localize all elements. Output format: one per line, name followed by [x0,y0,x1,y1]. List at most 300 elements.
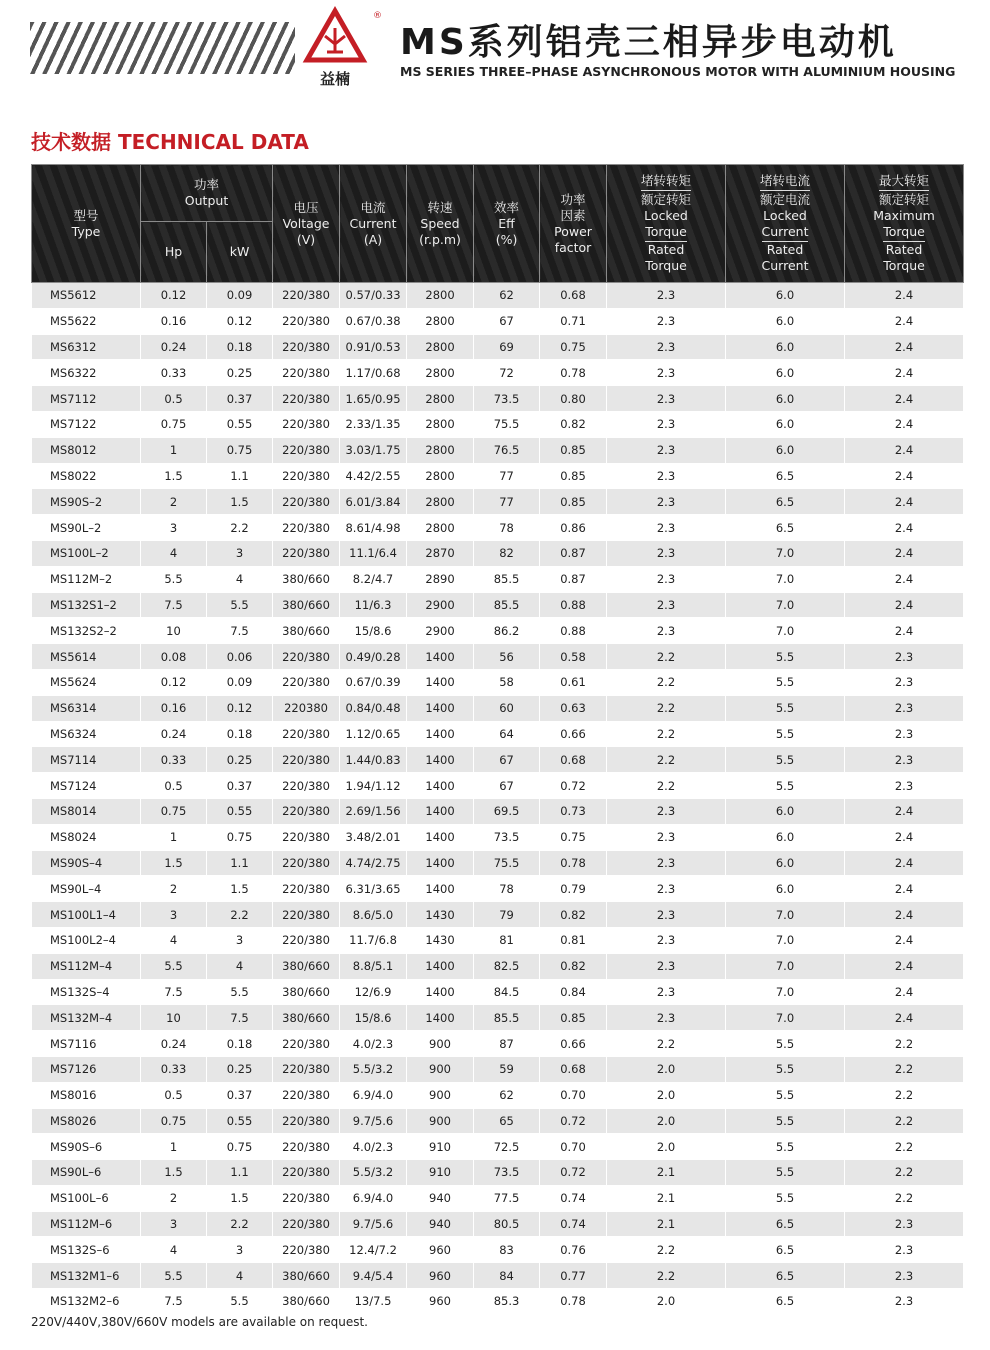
cell-voltage: 220/380 [273,721,340,747]
table-row [32,669,964,695]
cell-voltage: 220/380 [273,540,340,566]
header-current: 电流 Current (A) [340,165,407,283]
cell-current: 5.5/3.2 [340,1056,407,1082]
cell-hp: 0.33 [141,1056,207,1082]
cell-kw: 0.55 [207,798,273,824]
cell-eff: 80.5 [474,1211,540,1237]
cell-power-factor: 0.74 [540,1211,607,1237]
cell-type: MS100L1–4 [32,902,141,928]
cell-max-torque: 2.4 [845,489,964,515]
cell-voltage: 220/380 [273,283,340,309]
cell-speed: 2800 [407,360,474,386]
cell-eff: 85.5 [474,1005,540,1031]
table-row [32,1108,964,1134]
header-power-factor: 功率 因素 Power factor [540,165,607,283]
cell-current: 0.49/0.28 [340,644,407,670]
cell-kw: 1.5 [207,876,273,902]
cell-speed: 1400 [407,824,474,850]
header-speed: 转速 Speed (r.p.m) [407,165,474,283]
cell-kw: 3 [207,1237,273,1263]
cell-speed: 2900 [407,592,474,618]
footnote: 220V/440V,380V/660V models are available on request. [31,1315,368,1329]
cell-type: MS7126 [32,1056,141,1082]
cell-locked-current: 6.0 [726,850,845,876]
table-row [32,360,964,386]
table-row [32,437,964,463]
cell-type: MS8022 [32,463,141,489]
table-row [32,953,964,979]
cell-eff: 77.5 [474,1185,540,1211]
cell-locked-torque: 2.3 [607,489,726,515]
cell-locked-current: 5.5 [726,1134,845,1160]
cell-type: MS7116 [32,1031,141,1057]
cell-max-torque: 2.4 [845,334,964,360]
cell-eff: 85.5 [474,592,540,618]
table-row [32,283,964,309]
cell-max-torque: 2.4 [845,592,964,618]
cell-max-torque: 2.3 [845,644,964,670]
cell-power-factor: 0.71 [540,308,607,334]
cell-current: 15/8.6 [340,1005,407,1031]
cell-locked-torque: 2.3 [607,540,726,566]
cell-locked-current: 7.0 [726,592,845,618]
cell-locked-current: 5.5 [726,644,845,670]
cell-max-torque: 2.4 [845,437,964,463]
cell-voltage: 220/380 [273,669,340,695]
cell-eff: 56 [474,644,540,670]
cell-locked-torque: 2.2 [607,1237,726,1263]
cell-eff: 65 [474,1108,540,1134]
cell-voltage: 220/380 [273,824,340,850]
cell-power-factor: 0.72 [540,1108,607,1134]
cell-kw: 4 [207,953,273,979]
cell-kw: 5.5 [207,592,273,618]
table-row [32,540,964,566]
cell-locked-torque: 2.3 [607,283,726,309]
cell-speed: 940 [407,1185,474,1211]
header-voltage: 电压 Voltage (V) [273,165,340,283]
cell-speed: 2800 [407,386,474,412]
cell-locked-torque: 2.3 [607,592,726,618]
cell-kw: 0.18 [207,1031,273,1057]
cell-speed: 2800 [407,489,474,515]
registered-mark: ® [373,11,382,21]
cell-kw: 0.25 [207,747,273,773]
cell-current: 9.7/5.6 [340,1211,407,1237]
cell-locked-torque: 2.3 [607,824,726,850]
cell-eff: 62 [474,283,540,309]
table-row [32,386,964,412]
cell-max-torque: 2.2 [845,1056,964,1082]
cell-kw: 1.5 [207,1185,273,1211]
diagonal-stripes-decoration [30,22,295,74]
cell-voltage: 220/380 [273,644,340,670]
cell-type: MS7122 [32,411,141,437]
brand-name: 益楠 [319,70,351,88]
cell-kw: 3 [207,540,273,566]
cell-eff: 78 [474,515,540,541]
header-kw: kW [207,222,273,283]
cell-type: MS132M1–6 [32,1263,141,1289]
cell-type: MS90S–2 [32,489,141,515]
cell-locked-current: 7.0 [726,1005,845,1031]
cell-speed: 1430 [407,927,474,953]
cell-eff: 82.5 [474,953,540,979]
cell-hp: 1.5 [141,463,207,489]
cell-max-torque: 2.3 [845,1289,964,1315]
cell-locked-torque: 2.3 [607,953,726,979]
cell-power-factor: 0.87 [540,540,607,566]
cell-power-factor: 0.80 [540,386,607,412]
cell-eff: 86.2 [474,618,540,644]
cell-speed: 1400 [407,953,474,979]
cell-voltage: 220/380 [273,308,340,334]
cell-power-factor: 0.85 [540,463,607,489]
cell-power-factor: 0.73 [540,798,607,824]
table-row [32,1056,964,1082]
table-row [32,411,964,437]
cell-voltage: 380/660 [273,618,340,644]
cell-eff: 67 [474,747,540,773]
cell-eff: 64 [474,721,540,747]
cell-locked-torque: 2.3 [607,308,726,334]
cell-speed: 2800 [407,437,474,463]
table-row [32,876,964,902]
cell-locked-current: 6.0 [726,798,845,824]
cell-voltage: 220/380 [273,437,340,463]
cell-power-factor: 0.85 [540,1005,607,1031]
cell-current: 1.94/1.12 [340,773,407,799]
cell-hp: 3 [141,902,207,928]
cell-type: MS6314 [32,695,141,721]
cell-locked-torque: 2.2 [607,669,726,695]
cell-type: MS132S1–2 [32,592,141,618]
cell-eff: 79 [474,902,540,928]
cell-speed: 960 [407,1263,474,1289]
cell-power-factor: 0.75 [540,334,607,360]
cell-power-factor: 0.82 [540,411,607,437]
table-row [32,1005,964,1031]
cell-eff: 67 [474,773,540,799]
cell-hp: 3 [141,1211,207,1237]
table-row [32,1031,964,1057]
cell-voltage: 380/660 [273,953,340,979]
cell-power-factor: 0.63 [540,695,607,721]
cell-locked-torque: 2.0 [607,1134,726,1160]
table-row [32,979,964,1005]
table-row [32,644,964,670]
cell-locked-current: 5.5 [726,695,845,721]
cell-locked-current: 7.0 [726,953,845,979]
cell-voltage: 220/380 [273,515,340,541]
cell-type: MS100L2–4 [32,927,141,953]
cell-locked-current: 6.5 [726,515,845,541]
cell-locked-torque: 2.3 [607,850,726,876]
cell-current: 11.7/6.8 [340,927,407,953]
cell-max-torque: 2.2 [845,1160,964,1186]
cell-kw: 0.25 [207,360,273,386]
cell-eff: 77 [474,489,540,515]
cell-locked-current: 6.0 [726,437,845,463]
cell-hp: 2 [141,1185,207,1211]
table-row [32,850,964,876]
cell-current: 1.44/0.83 [340,747,407,773]
cell-current: 3.03/1.75 [340,437,407,463]
cell-eff: 85.5 [474,566,540,592]
cell-power-factor: 0.78 [540,850,607,876]
cell-speed: 1400 [407,1005,474,1031]
cell-locked-current: 5.5 [726,773,845,799]
cell-hp: 0.24 [141,334,207,360]
cell-current: 8.61/4.98 [340,515,407,541]
cell-type: MS7112 [32,386,141,412]
cell-max-torque: 2.3 [845,1211,964,1237]
cell-locked-torque: 2.3 [607,463,726,489]
cell-current: 0.84/0.48 [340,695,407,721]
cell-locked-current: 5.5 [726,747,845,773]
cell-current: 6.9/4.0 [340,1082,407,1108]
cell-type: MS90S–6 [32,1134,141,1160]
cell-power-factor: 0.68 [540,747,607,773]
cell-type: MS5612 [32,283,141,309]
cell-speed: 900 [407,1031,474,1057]
cell-current: 0.91/0.53 [340,334,407,360]
cell-kw: 1.1 [207,1160,273,1186]
cell-hp: 4 [141,1237,207,1263]
cell-locked-torque: 2.3 [607,902,726,928]
cell-power-factor: 0.77 [540,1263,607,1289]
cell-locked-torque: 2.1 [607,1185,726,1211]
cell-max-torque: 2.4 [845,1005,964,1031]
header-locked-current-ratio: $\frac{\text{堵转电流}}{\text{额定电流}}$ Locked Current Rated Current [726,165,845,283]
cell-power-factor: 0.85 [540,489,607,515]
cell-locked-torque: 2.3 [607,360,726,386]
cell-type: MS132S–6 [32,1237,141,1263]
cell-max-torque: 2.2 [845,1082,964,1108]
cell-current: 4.0/2.3 [340,1031,407,1057]
cell-eff: 73.5 [474,824,540,850]
cell-current: 11.1/6.4 [340,540,407,566]
cell-hp: 0.33 [141,747,207,773]
cell-kw: 2.2 [207,1211,273,1237]
cell-power-factor: 0.82 [540,902,607,928]
cell-current: 4.0/2.3 [340,1134,407,1160]
cell-kw: 0.55 [207,1108,273,1134]
cell-max-torque: 2.4 [845,308,964,334]
cell-locked-torque: 2.3 [607,1005,726,1031]
cell-type: MS100L–2 [32,540,141,566]
cell-locked-current: 6.5 [726,1211,845,1237]
table-row [32,308,964,334]
cell-speed: 2800 [407,463,474,489]
cell-current: 5.5/3.2 [340,1160,407,1186]
cell-speed: 960 [407,1237,474,1263]
cell-kw: 1.1 [207,850,273,876]
section-title: 技术数据 TECHNICAL DATA [31,130,309,154]
cell-speed: 1400 [407,747,474,773]
table-body [32,283,964,1315]
cell-locked-current: 5.5 [726,1031,845,1057]
cell-max-torque: 2.4 [845,902,964,928]
cell-type: MS90L–2 [32,515,141,541]
cell-type: MS90L–4 [32,876,141,902]
cell-locked-current: 5.5 [726,1108,845,1134]
cell-kw: 0.18 [207,334,273,360]
cell-hp: 0.33 [141,360,207,386]
cell-hp: 0.5 [141,1082,207,1108]
cell-current: 2.69/1.56 [340,798,407,824]
cell-locked-torque: 2.3 [607,618,726,644]
cell-eff: 67 [474,308,540,334]
cell-power-factor: 0.75 [540,824,607,850]
cell-locked-current: 7.0 [726,979,845,1005]
cell-eff: 75.5 [474,850,540,876]
cell-kw: 0.55 [207,411,273,437]
table-row [32,1237,964,1263]
cell-current: 8.6/5.0 [340,902,407,928]
cell-speed: 1400 [407,669,474,695]
table-row [32,747,964,773]
table-row [32,824,964,850]
cell-kw: 1.5 [207,489,273,515]
cell-eff: 59 [474,1056,540,1082]
cell-max-torque: 2.2 [845,1108,964,1134]
cell-voltage: 220/380 [273,1056,340,1082]
cell-kw: 5.5 [207,1289,273,1315]
cell-max-torque: 2.4 [845,953,964,979]
cell-locked-torque: 2.3 [607,437,726,463]
cell-locked-current: 7.0 [726,902,845,928]
cell-locked-torque: 2.0 [607,1108,726,1134]
cell-power-factor: 0.72 [540,773,607,799]
cell-locked-current: 6.0 [726,334,845,360]
cell-locked-torque: 2.3 [607,411,726,437]
cell-power-factor: 0.76 [540,1237,607,1263]
cell-power-factor: 0.78 [540,1289,607,1315]
table-row [32,1160,964,1186]
cell-max-torque: 2.4 [845,850,964,876]
cell-locked-torque: 2.2 [607,1031,726,1057]
cell-voltage: 220/380 [273,360,340,386]
cell-hp: 2 [141,876,207,902]
cell-hp: 0.24 [141,721,207,747]
table-row [32,334,964,360]
cell-current: 1.12/0.65 [340,721,407,747]
cell-locked-current: 6.5 [726,1289,845,1315]
cell-hp: 0.5 [141,386,207,412]
cell-power-factor: 0.70 [540,1082,607,1108]
cell-type: MS6322 [32,360,141,386]
cell-locked-current: 6.5 [726,489,845,515]
technical-data-table [31,164,964,1315]
cell-kw: 0.37 [207,386,273,412]
cell-voltage: 220/380 [273,489,340,515]
cell-eff: 72 [474,360,540,386]
table-row [32,773,964,799]
cell-voltage: 220/380 [273,1082,340,1108]
cell-max-torque: 2.3 [845,1237,964,1263]
cell-hp: 1 [141,437,207,463]
cell-power-factor: 0.87 [540,566,607,592]
cell-max-torque: 2.4 [845,540,964,566]
cell-locked-current: 6.0 [726,876,845,902]
cell-power-factor: 0.79 [540,876,607,902]
cell-power-factor: 0.78 [540,360,607,386]
cell-kw: 0.12 [207,695,273,721]
cell-hp: 0.5 [141,773,207,799]
cell-voltage: 380/660 [273,1005,340,1031]
cell-voltage: 220/380 [273,386,340,412]
cell-locked-current: 6.0 [726,824,845,850]
cell-eff: 78 [474,876,540,902]
cell-max-torque: 2.2 [845,1134,964,1160]
cell-kw: 0.18 [207,721,273,747]
cell-type: MS112M–4 [32,953,141,979]
cell-power-factor: 0.88 [540,592,607,618]
cell-eff: 87 [474,1031,540,1057]
cell-locked-torque: 2.2 [607,721,726,747]
cell-hp: 1.5 [141,850,207,876]
cell-speed: 1400 [407,850,474,876]
cell-voltage: 220/380 [273,1160,340,1186]
cell-speed: 2900 [407,618,474,644]
cell-hp: 10 [141,1005,207,1031]
cell-type: MS90S–4 [32,850,141,876]
cell-hp: 1 [141,1134,207,1160]
header-hp: Hp [141,222,207,283]
cell-hp: 0.12 [141,283,207,309]
cell-current: 1.65/0.95 [340,386,407,412]
cell-hp: 1.5 [141,1160,207,1186]
page-header [0,0,990,110]
page-title-en: MS SERIES THREE–PHASE ASYNCHRONOUS MOTOR WITH ALUMINIUM HOUSING [400,64,956,79]
cell-hp: 4 [141,927,207,953]
cell-max-torque: 2.4 [845,979,964,1005]
cell-locked-torque: 2.3 [607,979,726,1005]
cell-type: MS8024 [32,824,141,850]
cell-kw: 0.75 [207,437,273,463]
cell-type: MS5622 [32,308,141,334]
table-row [32,927,964,953]
cell-power-factor: 0.81 [540,927,607,953]
cell-current: 6.31/3.65 [340,876,407,902]
cell-eff: 72.5 [474,1134,540,1160]
cell-speed: 900 [407,1082,474,1108]
cell-type: MS8014 [32,798,141,824]
cell-voltage: 220/380 [273,902,340,928]
cell-power-factor: 0.61 [540,669,607,695]
cell-current: 6.9/4.0 [340,1185,407,1211]
cell-locked-torque: 2.3 [607,566,726,592]
cell-kw: 1.1 [207,463,273,489]
cell-max-torque: 2.3 [845,669,964,695]
cell-voltage: 380/660 [273,592,340,618]
cell-current: 8.2/4.7 [340,566,407,592]
cell-speed: 1400 [407,798,474,824]
header-max-torque-ratio: $\frac{\text{最大转矩}}{\text{额定转矩}}$ Maximum Torque Rated Torque [845,165,964,283]
cell-type: MS100L–6 [32,1185,141,1211]
cell-type: MS5614 [32,644,141,670]
table-row [32,721,964,747]
cell-voltage: 220/380 [273,1134,340,1160]
table-row [32,1185,964,1211]
cell-max-torque: 2.2 [845,1185,964,1211]
cell-max-torque: 2.4 [845,876,964,902]
cell-power-factor: 0.66 [540,721,607,747]
cell-locked-torque: 2.3 [607,927,726,953]
cell-kw: 0.25 [207,1056,273,1082]
cell-eff: 58 [474,669,540,695]
